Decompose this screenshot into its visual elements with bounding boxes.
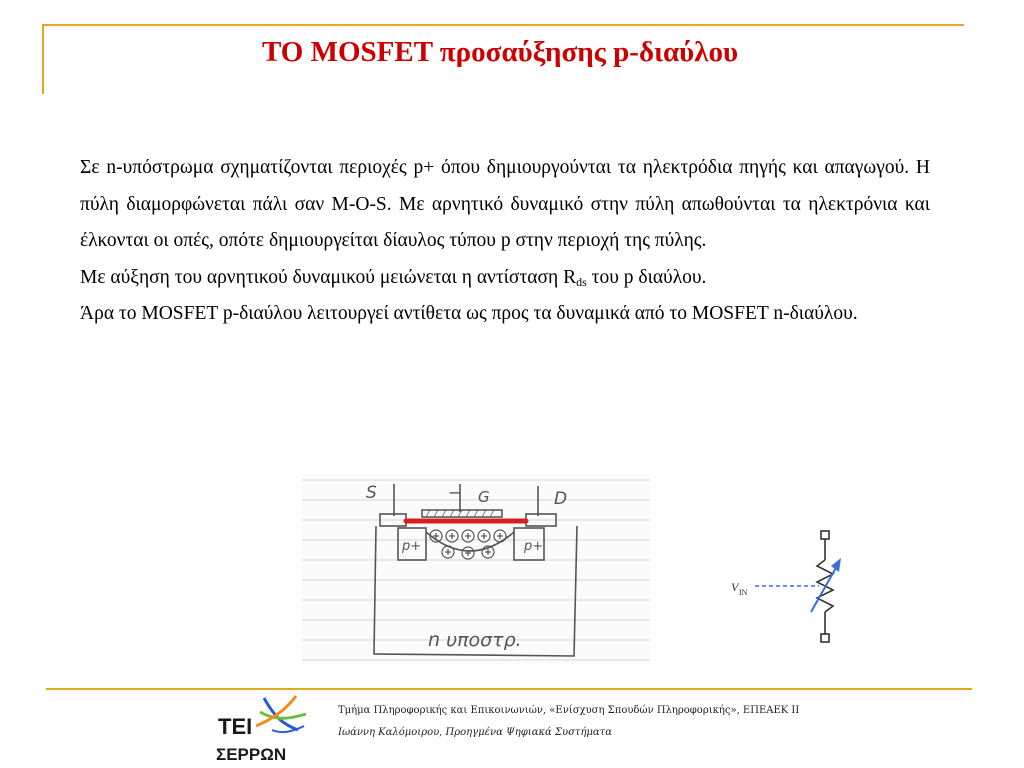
vin-label: V [731, 580, 739, 594]
paragraph-channel-formation: Σε n-υπόστρωμα σχηματίζονται περιοχές p+ όπου δημιουργούνται τα ηλεκτρόδια πηγής και απαγωγού. Η πύλη διαμορφώνεται πάλι σαν M-O-S. Με αρνητικό δυναμικό στην πύλη απωθούνται τα ηλεκτρόνια και έλκονται οι οπές, οπότε δημιουργείται δίαυλος τύπου p στην περιοχή της πύλης. [80, 157, 930, 251]
sketch-right-region-label: p+ [524, 539, 544, 554]
left-rule [42, 24, 44, 94]
rds-text-after: του p διαύλου. [586, 266, 707, 288]
mosfet-sketch-drawing [302, 474, 650, 664]
sketch-gate-label: G [478, 488, 490, 506]
footer-line-2: Ιωάννη Καλόμοιρου, Προηγμένα Ψηφιακά Συστήματα [338, 727, 612, 738]
tei-serron-logo [212, 690, 324, 766]
variable-resistor-symbol [725, 528, 855, 653]
sketch-substrate-label: n υποστρ. [428, 629, 522, 651]
slide-body [80, 150, 930, 333]
rds-text-before: Με αύξηση του αρνητικού δυναμικού μειώνεται η αντίσταση R [80, 266, 577, 288]
paragraph-rds [80, 260, 930, 297]
logo-serron-text: ΣΕΡΡΩΝ [216, 745, 287, 764]
footer-rule [46, 688, 972, 690]
sketch-left-region-label: p+ [402, 539, 422, 554]
top-rule [42, 24, 964, 26]
rds-subscript: ds [576, 274, 587, 289]
logo-tei-text: ΤΕΙ [218, 714, 253, 739]
paragraph-conclusion: Άρα το MOSFET p-διαύλου λειτουργεί αντίθετα ως προς τα δυναμικά από το MOSFET n-διαύλου. [80, 303, 858, 324]
mosfet-sketch [302, 474, 650, 664]
slide-title: ΤΟ MOSFET προσαύξησης p-διαύλου [261, 36, 739, 68]
vin-subscript: IN [739, 588, 748, 597]
sketch-minus-sign: − [448, 483, 462, 502]
footer-line-1: Τμήμα Πληροφορικής και Επικοινωνιών, «Ενίσχυση Σπουδών Πληροφορικής», ΕΠΕΑΕΚ ΙΙ [338, 705, 800, 716]
sketch-drain-label: D [554, 489, 568, 509]
footer-credits [338, 700, 938, 744]
sketch-source-label: S [366, 483, 377, 503]
